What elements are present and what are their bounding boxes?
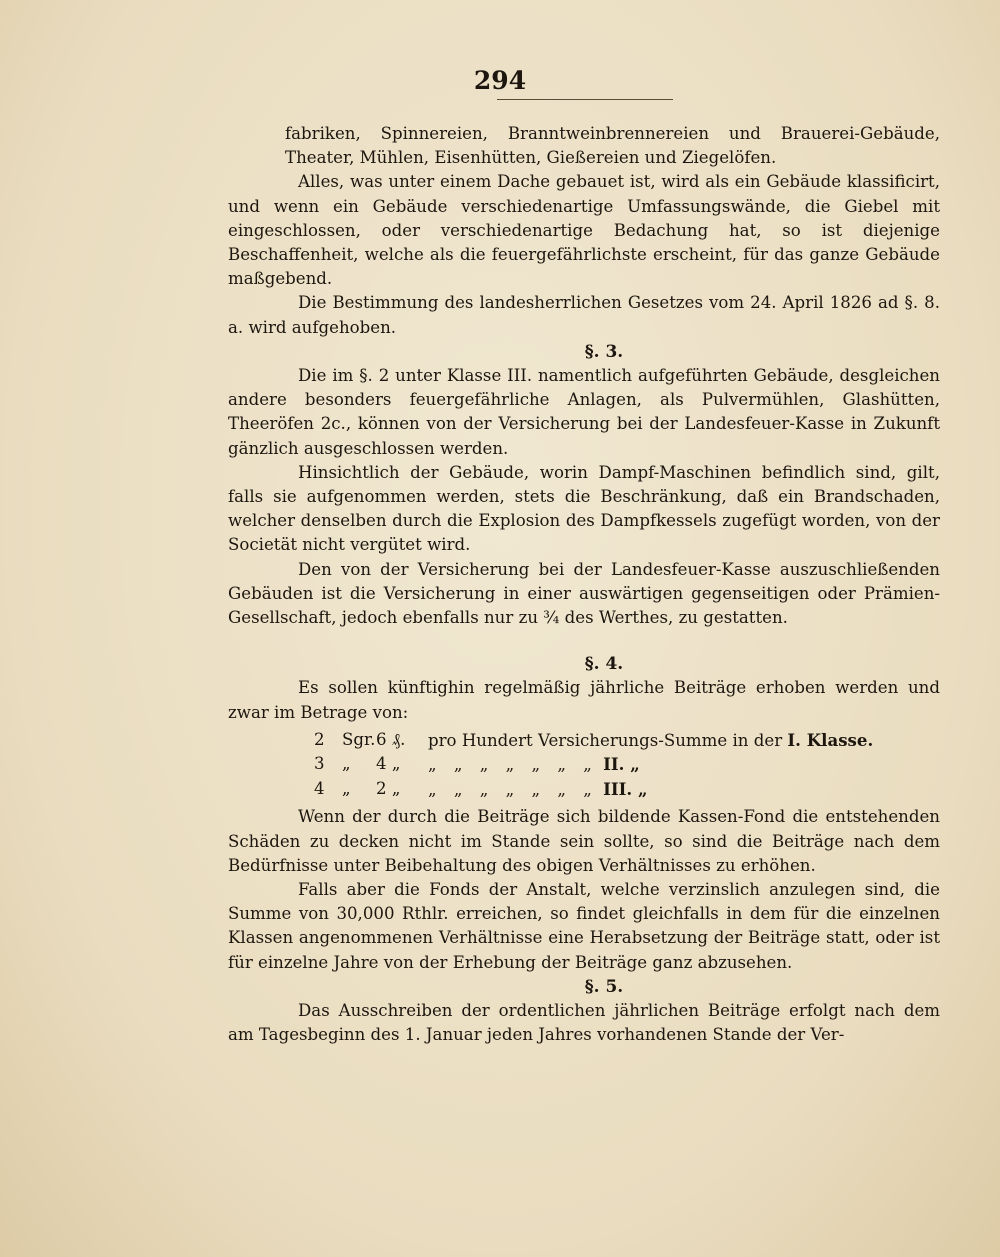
paragraph-s4-intro: Es sollen künftighin regelmäßig jährliche Beiträge erhoben werden und zwar im Betrage von: bbox=[228, 678, 940, 722]
rate-sgr: 4 bbox=[314, 778, 325, 798]
rate-pf: 4 „ bbox=[376, 754, 401, 774]
rate-sgr: 3 bbox=[314, 754, 325, 774]
rate-row-class-1 bbox=[228, 728, 940, 753]
rate-pf: 6 ₰. bbox=[376, 729, 406, 749]
rate-row-class-3 bbox=[228, 777, 940, 802]
section-gap bbox=[228, 630, 940, 652]
paragraph-building-list: fabriken, Spinnereien, Branntweinbrennereien und Brauerei-Gebäude, Theater, Mühlen, Eisenhütten, Gießereien und Ziegelöfen. bbox=[285, 124, 940, 168]
rate-sgr-unit: Sgr. bbox=[342, 729, 376, 749]
rate-sgr: 2 bbox=[314, 729, 325, 749]
paragraph-s4-reduction: Falls aber die Fonds der Anstalt, welche verzinslich anzulegen sind, die Summe von 30,000 Rthlr. erreichen, so findet gleichfalls in dem für die einzelnen Klassen angenommenen Verhältnisse eine Herabsetzung der Beiträge statt, oder ist für einzelne Jahre von der Erhebung der Beiträge ganz abzusehen. bbox=[228, 879, 940, 972]
rate-text: „ „ „ „ „ „ „ III. „ bbox=[428, 778, 648, 799]
paragraph-s3-exclusion: Die im §. 2 unter Klasse III. namentlich aufgeführten Gebäude, desgleichen andere besonders feuergefährliche Anlagen, als Pulvermühlen, Glashütten, Theeröfen 2c., können von der Versicherung bei der Landesfeuer-Kasse in Zukunft gänzlich ausgeschlossen werden. bbox=[228, 366, 940, 458]
rate-table bbox=[228, 728, 940, 802]
paragraph-s4-increase: Wenn der durch die Beiträge sich bildende Kassen-Fond die entstehenden Schäden zu decken nicht im Stande sein sollte, so sind die Beiträge nach dem Bedürfnisse unter Beibehaltung des obigen Verhältnisses zu erhöhen. bbox=[228, 807, 940, 875]
paragraph-s3-foreign-insurance: Den von der Versicherung bei der Landesfeuer-Kasse auszuschließenden Gebäuden ist die Versicherung in einer auswärtigen gegenseitigen oder Prämien-Gesellschaft, jedoch ebenfalls nur zu ¾ des Werthes, zu gestatten. bbox=[228, 559, 940, 628]
rate-sgr-unit: „ bbox=[342, 778, 351, 798]
paragraph-s5-assessment: Das Ausschreiben der ordentlichen jährlichen Beiträge erfolgt nach dem am Tagesbeginn des 1. Januar jeden Jahres vorhandenen Stande der Ver- bbox=[228, 1001, 940, 1045]
page-number: 294 bbox=[473, 66, 527, 95]
section-heading-3: §. 3. bbox=[584, 341, 624, 362]
rate-pf: 2 „ bbox=[376, 778, 401, 798]
section-heading-4: §. 4. bbox=[584, 654, 624, 675]
rate-text: „ „ „ „ „ „ „ II. „ bbox=[428, 754, 640, 775]
rate-text: pro Hundert Versicherungs-Summe in der I. Klasse. bbox=[428, 729, 874, 750]
paragraph-s3-steam-engines: Hinsichtlich der Gebäude, worin Dampf-Maschinen befindlich sind, gilt, falls sie aufgenommen werden, stets die Beschränkung, daß ein Brandschaden, welcher denselben durch die Explosion des Dampfkessels zugefügt worden, von der Societät nicht vergütet wird. bbox=[228, 462, 940, 555]
paragraph-repeal: Die Bestimmung des landesherrlichen Gesetzes vom 24. April 1826 ad §. 8. a. wird aufgehoben. bbox=[228, 293, 940, 337]
rate-sgr-unit: „ bbox=[342, 754, 351, 774]
paragraph-classification: Alles, was unter einem Dache gebauet ist, wird als ein Gebäude klassificirt, und wenn ein Gebäude verschiedenartige Umfassungswände, die Giebel mit eingeschlossen, oder verschiedenartige Bedachung hat, so ist diejenige Beschaffenheit, welche als die feuergefährlichste erscheint, für das ganze Gebäude maßgebend. bbox=[228, 172, 940, 289]
rate-row-class-2 bbox=[228, 752, 940, 777]
section-heading-5: §. 5. bbox=[584, 976, 624, 997]
body-text bbox=[228, 122, 940, 1047]
header-rule bbox=[497, 99, 673, 100]
